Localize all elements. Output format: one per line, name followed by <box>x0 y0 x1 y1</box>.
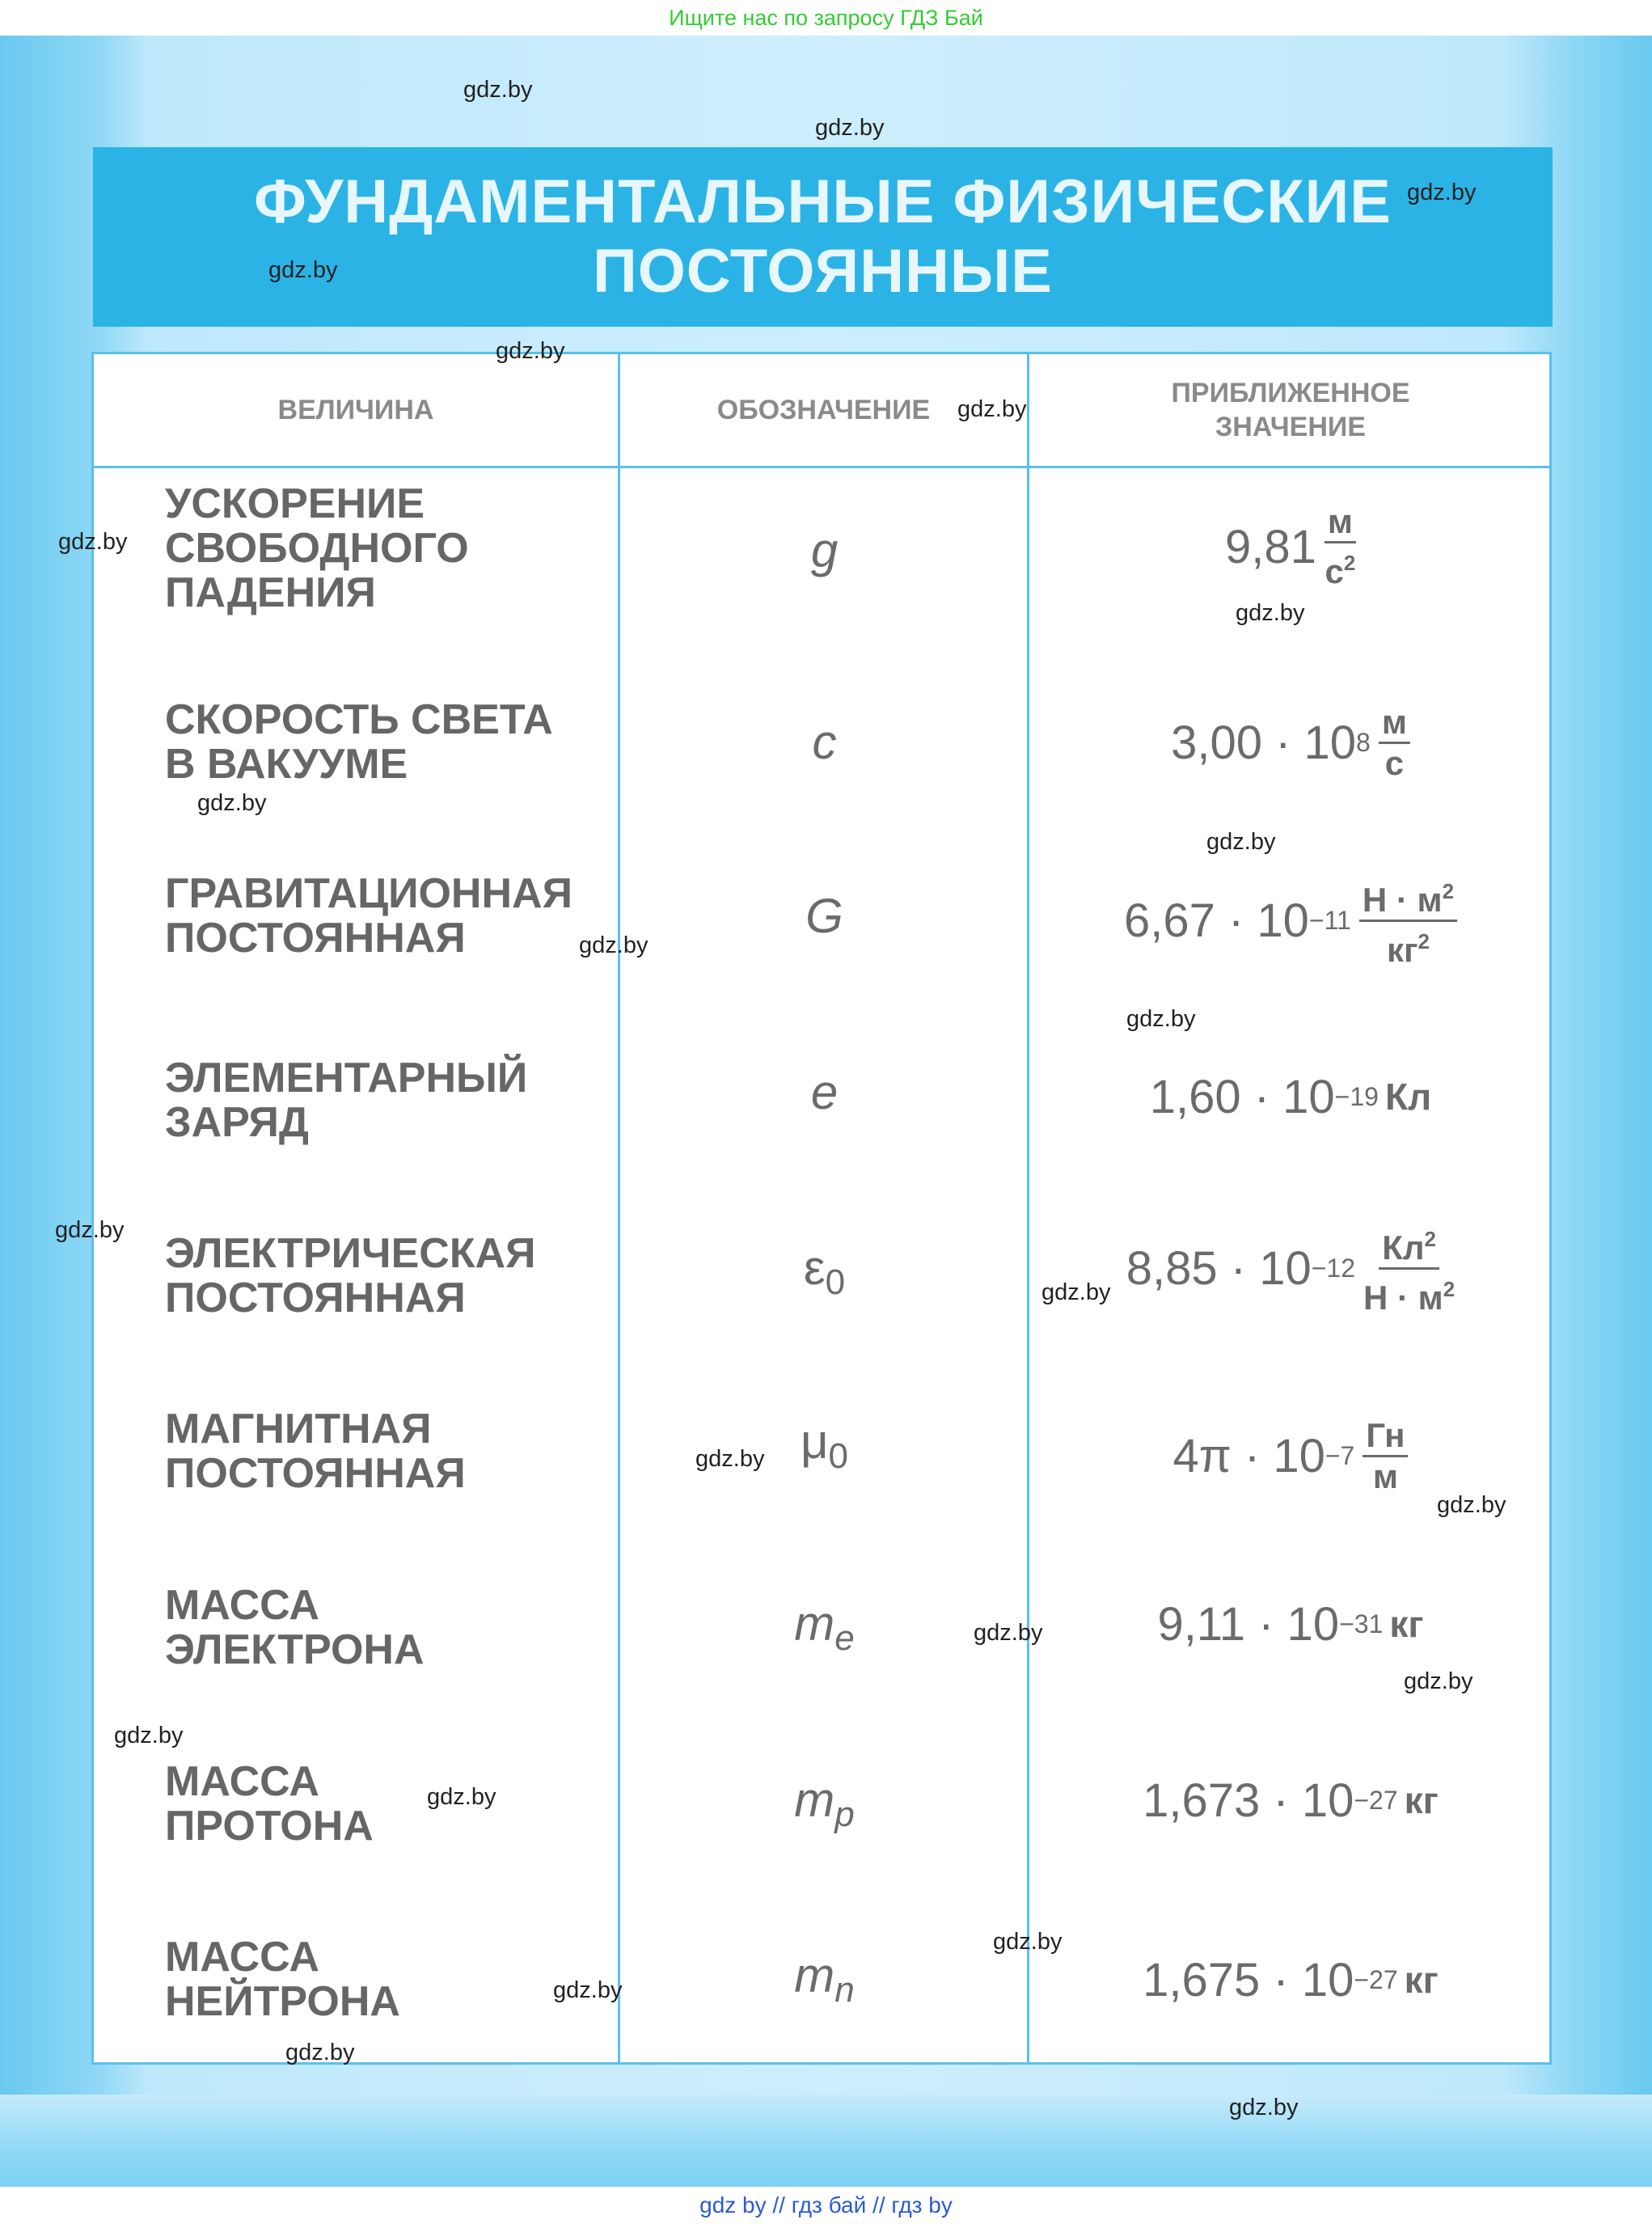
header-approx-line-1: ПРИБЛИЖЕННОЕ <box>1171 378 1410 408</box>
quantity-name <box>165 1407 634 1496</box>
approx-value <box>1029 1935 1552 2024</box>
quantity-name-line: ПОСТОЯННАЯ <box>165 915 466 962</box>
unit-fraction <box>1325 502 1356 591</box>
table-row <box>94 1760 1549 1865</box>
quantity-name <box>165 1232 634 1321</box>
watermark: gdz.by <box>957 396 1027 422</box>
mantissa: 1,673 · 10 <box>1143 1774 1354 1827</box>
unit-numerator: м <box>1379 703 1410 744</box>
watermark: gdz.by <box>1437 1492 1506 1518</box>
symbol-subscript: e <box>834 1618 855 1658</box>
watermark: gdz.by <box>553 1977 623 2003</box>
watermark: gdz.by <box>427 1784 496 1810</box>
unit-denominator <box>1325 543 1356 591</box>
unit-fraction <box>1363 1220 1455 1317</box>
unit-fraction <box>1379 703 1410 783</box>
symbol-text: e <box>810 1065 839 1119</box>
quantity-name-line: ЭЛЕМЕНТАРНЫЙ <box>165 1055 528 1101</box>
symbol <box>620 1596 1029 1659</box>
unit-power: 2 <box>1424 1226 1437 1251</box>
mantissa: 1,675 · 10 <box>1143 1953 1354 2006</box>
unit-fraction <box>1359 872 1457 970</box>
mantissa: 9,11 · 10 <box>1157 1597 1340 1651</box>
symbol <box>620 1772 1029 1835</box>
symbol-text: G <box>805 889 843 943</box>
header-approx-line-2: ЗНАЧЕНИЕ <box>1215 412 1367 442</box>
watermark: gdz.by <box>58 529 128 555</box>
poster-bottom-band <box>0 2095 1652 2187</box>
unit-denominator <box>1387 922 1430 970</box>
unit-numerator <box>1359 872 1457 922</box>
top-banner[interactable]: Ищите нас по запросу ГДЗ Бай <box>669 6 983 30</box>
exponent: −31 <box>1339 1609 1384 1638</box>
quantity-name <box>165 482 634 615</box>
symbol <box>620 1240 1029 1303</box>
watermark: gdz.by <box>1236 600 1305 626</box>
symbol-text: m <box>794 1596 835 1651</box>
table-row <box>94 1583 1549 1689</box>
unit-denominator: с <box>1384 743 1405 782</box>
header-symbol-label: ОБОЗНАЧЕНИЕ <box>716 395 931 425</box>
table-row <box>94 872 1549 985</box>
quantity-name-line: СКОРОСТЬ СВЕТА <box>165 696 553 743</box>
unit: кг <box>1389 1603 1424 1645</box>
quantity-name-line: МАССА <box>165 1934 319 1981</box>
unit-denominator-text: кг <box>1386 930 1418 969</box>
quantity-name-line: ЗАРЯД <box>165 1099 309 1146</box>
table-row <box>94 1935 1549 2040</box>
quantity-name-line: ПРОТОНА <box>165 1803 374 1850</box>
bottom-banner[interactable]: gdz by // гдз бай // гдз by <box>0 2187 1652 2224</box>
watermark: gdz.by <box>197 790 267 816</box>
unit-power: 2 <box>1418 928 1430 953</box>
exponent: −11 <box>1308 905 1351 935</box>
approx-value <box>1029 1583 1552 1664</box>
quantity-name-line: ГРАВИТАЦИОННАЯ <box>165 870 572 917</box>
exponent: −7 <box>1325 1440 1355 1470</box>
symbol <box>620 888 1029 944</box>
unit: Кл <box>1384 1076 1432 1118</box>
quantity-name <box>165 698 634 787</box>
table-row <box>94 1056 1549 1161</box>
watermark: gdz.by <box>285 2040 355 2065</box>
quantity-name-line: ПОСТОЯННАЯ <box>165 1275 466 1321</box>
quantity-name <box>165 1760 634 1849</box>
mantissa: 1,60 · 10 <box>1149 1070 1335 1123</box>
quantity-name <box>165 1583 634 1672</box>
title-band <box>93 147 1553 327</box>
watermark: gdz.by <box>1206 829 1276 855</box>
unit-power: 2 <box>1442 878 1455 903</box>
quantity-name-line: ПОСТОЯННАЯ <box>165 1450 466 1497</box>
header-quantity <box>94 354 618 466</box>
quantity-name-line: НЕЙТРОНА <box>165 1978 400 2025</box>
symbol-subscript: 0 <box>828 1436 849 1476</box>
unit-power: 2 <box>1443 1276 1456 1301</box>
watermark: gdz.by <box>496 338 565 364</box>
watermark: gdz.by <box>974 1620 1043 1646</box>
quantity-name <box>165 872 634 961</box>
quantity-name-line: УСКОРЕНИЕ <box>165 480 425 527</box>
exponent: −27 <box>1354 1964 1398 1994</box>
quantity-name-line: ЭЛЕКТРИЧЕСКАЯ <box>165 1230 536 1277</box>
header-approx-value <box>1029 354 1552 466</box>
unit-denominator-text: с <box>1325 552 1344 590</box>
approx-value <box>1029 498 1552 595</box>
symbol-text: m <box>794 1948 835 2002</box>
symbol-text: μ <box>800 1414 829 1469</box>
approx-value <box>1029 1760 1552 1841</box>
mantissa: 6,67 · 10 <box>1123 894 1309 947</box>
mantissa: 4π · 10 <box>1172 1429 1325 1482</box>
symbol-text: m <box>794 1773 835 1827</box>
symbol-text: g <box>810 523 839 577</box>
quantity-name <box>165 1056 634 1145</box>
quantity-name-line: ЭЛЕКТРОНА <box>165 1626 425 1673</box>
unit: кг <box>1404 1779 1439 1821</box>
approx-value <box>1029 872 1552 969</box>
unit-numerator <box>1379 1220 1439 1270</box>
unit: кг <box>1404 1959 1439 2001</box>
watermark: gdz.by <box>815 115 885 141</box>
table-row <box>94 1407 1549 1520</box>
unit-numerator: м <box>1325 502 1356 543</box>
symbol-subscript: p <box>834 1795 855 1834</box>
watermark: gdz.by <box>55 1217 125 1243</box>
watermark: gdz.by <box>1229 2095 1299 2120</box>
watermark: gdz.by <box>268 257 338 283</box>
unit-numerator-text: Н · м <box>1362 880 1443 919</box>
symbol-subscript: 0 <box>825 1262 846 1302</box>
symbol <box>620 1947 1029 2010</box>
unit-power: 2 <box>1343 551 1356 575</box>
unit-numerator-text: Кл <box>1382 1228 1425 1266</box>
exponent: 8 <box>1356 727 1371 757</box>
symbol <box>620 522 1029 578</box>
unit-fraction <box>1363 1416 1408 1496</box>
quantity-name-line: МАССА <box>165 1582 319 1629</box>
symbol-subscript: n <box>834 1970 855 2010</box>
watermark: gdz.by <box>579 932 649 958</box>
approx-value <box>1029 698 1552 787</box>
table-row <box>94 482 1549 619</box>
approx-value <box>1029 1056 1552 1137</box>
header-divider <box>94 466 1549 468</box>
watermark: gdz.by <box>1407 180 1477 205</box>
watermark: gdz.by <box>463 77 533 103</box>
unit-denominator: м <box>1372 1457 1398 1495</box>
exponent: −19 <box>1334 1081 1379 1111</box>
quantity-name-line: СВОБОДНОГО <box>165 525 469 572</box>
quantity-name-line: ПАДЕНИЯ <box>165 569 376 616</box>
header-quantity-label: ВЕЛИЧИНА <box>277 395 434 425</box>
quantity-name-line: МАГНИТНАЯ <box>165 1406 432 1452</box>
exponent: −27 <box>1354 1785 1398 1815</box>
watermark: gdz.by <box>993 1929 1063 1955</box>
quantity-name-line: МАССА <box>165 1758 319 1805</box>
symbol <box>620 1064 1029 1120</box>
symbol <box>620 714 1029 770</box>
mantissa: 8,85 · 10 <box>1126 1241 1312 1295</box>
table-row <box>94 1226 1549 1345</box>
unit-denominator <box>1363 1270 1455 1317</box>
exponent: −12 <box>1311 1253 1356 1283</box>
watermark: gdz.by <box>695 1446 765 1472</box>
symbol <box>620 1414 1029 1477</box>
watermark: gdz.by <box>1404 1668 1473 1694</box>
mantissa: 3,00 · 10 <box>1171 716 1357 769</box>
watermark: gdz.by <box>1126 1006 1196 1032</box>
watermark: gdz.by <box>1041 1279 1111 1305</box>
unit-numerator: Гн <box>1363 1416 1408 1457</box>
table-row <box>94 698 1549 803</box>
title-line-1: ФУНДАМЕНТАЛЬНЫЕ ФИЗИЧЕСКИЕ <box>254 167 1392 236</box>
mantissa: 9,81 <box>1225 520 1316 573</box>
watermark: gdz.by <box>114 1723 184 1748</box>
symbol-text: ε <box>803 1241 826 1295</box>
title-line-2: ПОСТОЯННЫЕ <box>593 237 1053 306</box>
constants-table <box>91 352 1552 2065</box>
unit-denominator-text: Н · м <box>1363 1278 1443 1317</box>
quantity-name-line: В ВАКУУМЕ <box>165 741 408 788</box>
symbol-text: c <box>812 715 837 769</box>
